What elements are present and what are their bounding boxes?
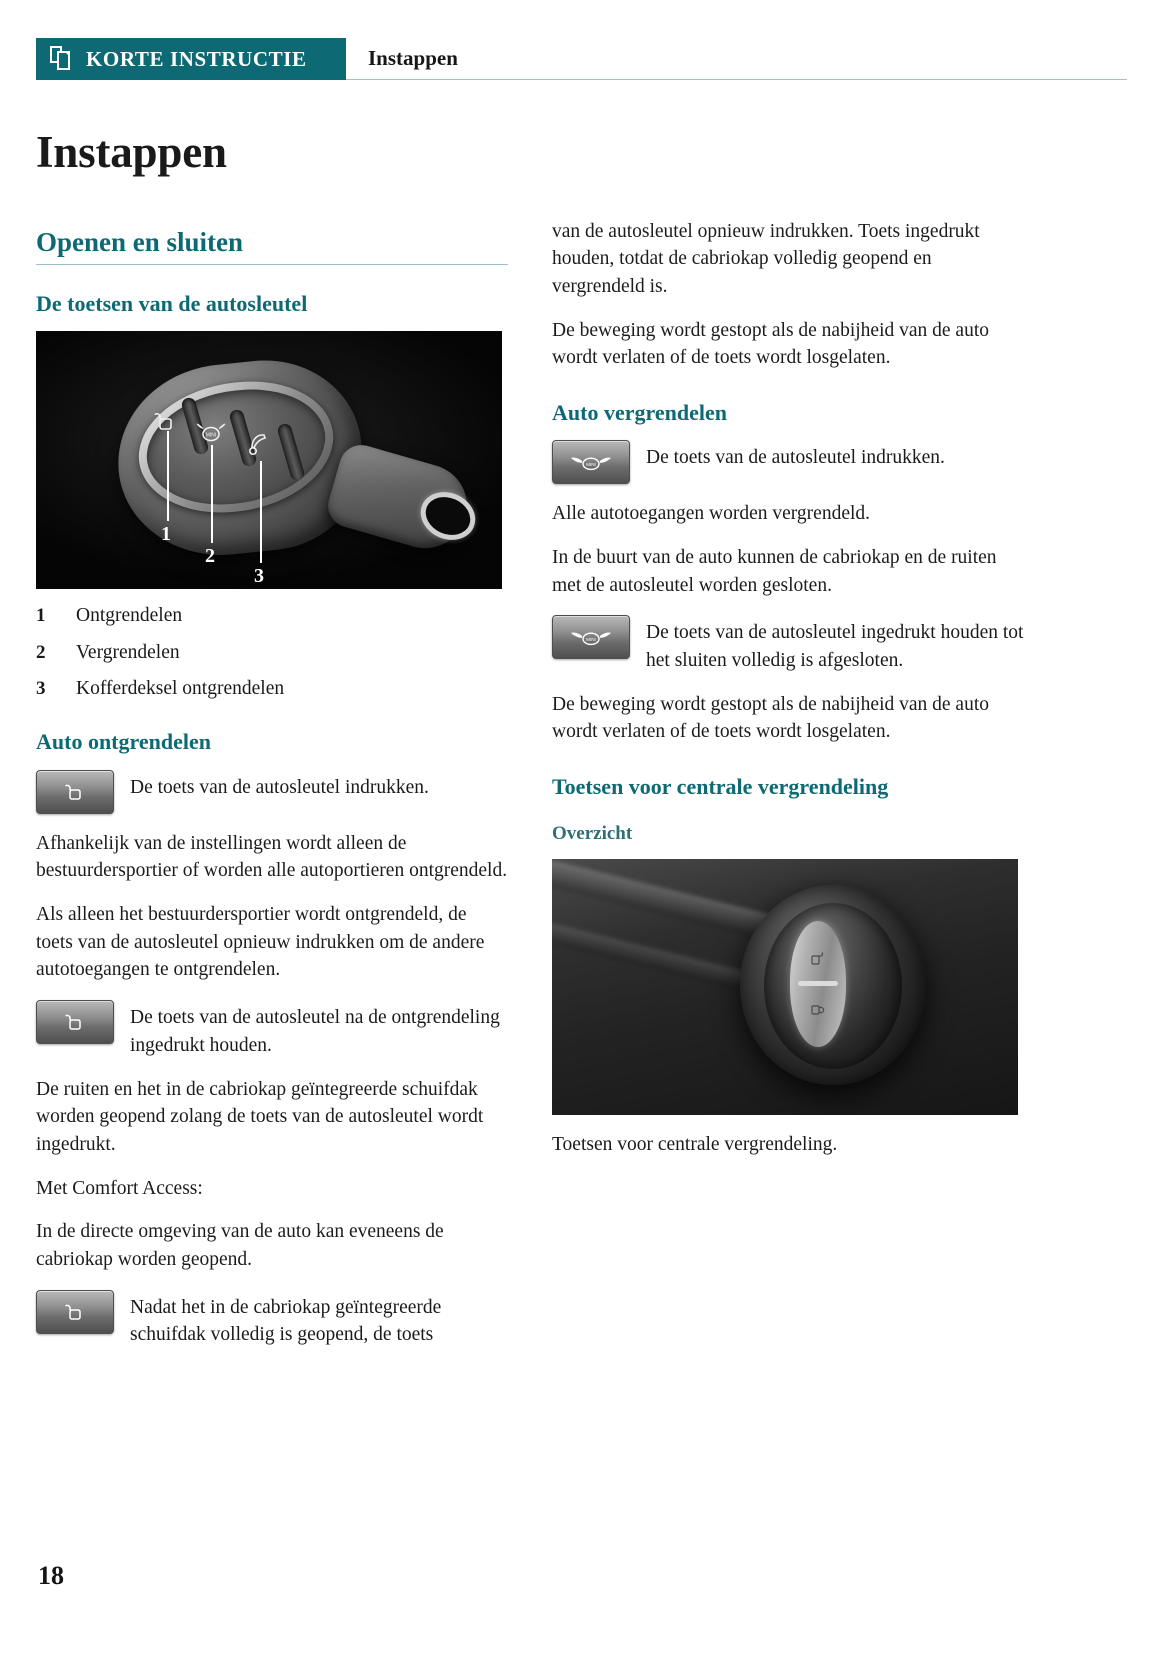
unlock-symbol-icon [807, 952, 825, 968]
paragraph: Als alleen het bestuurdersportier wordt ontgrendeld, de toets van de autosleutel opnieuw indrukken om de andere autotoegangen te ontgrendelen. [36, 904, 485, 981]
paragraph: In de directe omgeving van de auto kan eveneens de cabriokap worden geopend. [36, 1221, 444, 1270]
instruction-icon-row [36, 1290, 508, 1349]
legend-label: Kofferdeksel ontgrendelen [76, 677, 285, 699]
paragraph: In de buurt van de auto kunnen de cabriokap en de ruiten met de autosleutel worden gesloten. [552, 547, 997, 596]
section-heading-openen-en-sluiten: Openen en sluiten [36, 226, 508, 265]
unlock-icon [154, 411, 176, 434]
legend-item [36, 676, 508, 701]
page-title: Instappen [36, 127, 227, 177]
instruction-text: De toets van de autosleutel indrukken. [130, 776, 429, 798]
subsection-heading-overzicht: Overzicht [552, 822, 633, 844]
svg-text:MINI: MINI [586, 461, 596, 467]
lock-symbol-icon [807, 1002, 825, 1018]
paragraph: De beweging wordt gestopt als de nabijheid van de auto wordt verlaten of de toets wordt losgelaten. [552, 319, 990, 369]
legend-item [36, 640, 508, 665]
instruction-text: De toets van de autosleutel ingedrukt houden tot het sluiten volledig is afgesloten. [646, 622, 1024, 672]
header-chapter-title: Instappen [368, 46, 458, 70]
instruction-text: De toets van de autosleutel indrukken. [646, 447, 945, 469]
header-chapter-area [346, 38, 1127, 80]
paragraph-continuation: van de autosleutel opnieuw indrukken. Toets ingedrukt houden, totdat de cabriokap volledig geopend en vergrendeld is. [552, 220, 980, 297]
unlock-button-icon [36, 1000, 114, 1044]
header-section-tab [36, 38, 346, 80]
paragraph: Alle autotoegangen worden vergrendeld. [552, 503, 871, 525]
paragraph: De ruiten en het in de cabriokap geïntegreerde schuifdak worden geopend zolang de toets van de autosleutel wordt ingedrukt. [36, 1078, 484, 1155]
photo-caption: Toetsen voor centrale vergrendeling. [552, 1134, 838, 1156]
car-key-fob-illustration: MINI 1 2 3 [36, 331, 502, 589]
unlock-button-icon [36, 770, 114, 814]
subsection-heading-centrale-vergrendeling: Toetsen voor centrale vergrendeling [552, 774, 889, 800]
instruction-text: Nadat het in de cabriokap geïntegreerde schuifdak volledig is geopend, de toets [130, 1296, 442, 1346]
instruction-icon-row [552, 615, 1024, 674]
instruction-text: De toets van de autosleutel na de ontgrendeling ingedrukt houden. [130, 1007, 500, 1056]
legend-label: Vergrendelen [76, 641, 180, 663]
central-locking-switch-photo [552, 859, 1018, 1115]
legend-number: 1 [36, 605, 46, 627]
left-column [36, 226, 508, 1366]
legend-number: 2 [36, 641, 46, 663]
instruction-icon-row [552, 440, 1024, 484]
header-tab-label: KORTE INSTRUCTIE [86, 46, 307, 71]
subsection-heading-auto-ontgrendelen: Auto ontgrendelen [36, 729, 211, 755]
subsection-heading-toetsen-autosleutel: De toetsen van de autosleutel [36, 290, 308, 316]
figure-legend [36, 603, 508, 701]
paragraph: De beweging wordt gestopt als de nabijheid van de auto wordt verlaten of de toets wordt losgelaten. [552, 693, 990, 743]
right-column [552, 218, 1024, 1366]
subsection-heading-auto-vergrendelen: Auto vergrendelen [552, 399, 727, 425]
svg-text:MINI: MINI [205, 432, 217, 439]
content-columns [36, 220, 1127, 1366]
page-number: 18 [38, 1561, 64, 1590]
running-header [36, 38, 1127, 80]
legend-number: 3 [36, 677, 46, 699]
instruction-icon-row [36, 770, 508, 814]
instruction-icon-row [36, 1000, 508, 1059]
lock-button-icon [552, 615, 630, 659]
paragraph: Met Comfort Access: [36, 1177, 203, 1199]
mini-wings-logo [196, 419, 226, 446]
documents-icon [50, 46, 72, 72]
svg-text:MINI: MINI [586, 636, 596, 642]
unlock-button-icon [36, 1290, 114, 1334]
legend-label: Ontgrendelen [76, 605, 183, 627]
lock-button-icon [552, 440, 630, 484]
paragraph: Afhankelijk van de instellingen wordt alleen de bestuurdersportier of worden alle autoportieren ontgrendeld. [36, 832, 508, 882]
legend-item [36, 603, 508, 628]
trunk-icon [248, 431, 272, 460]
